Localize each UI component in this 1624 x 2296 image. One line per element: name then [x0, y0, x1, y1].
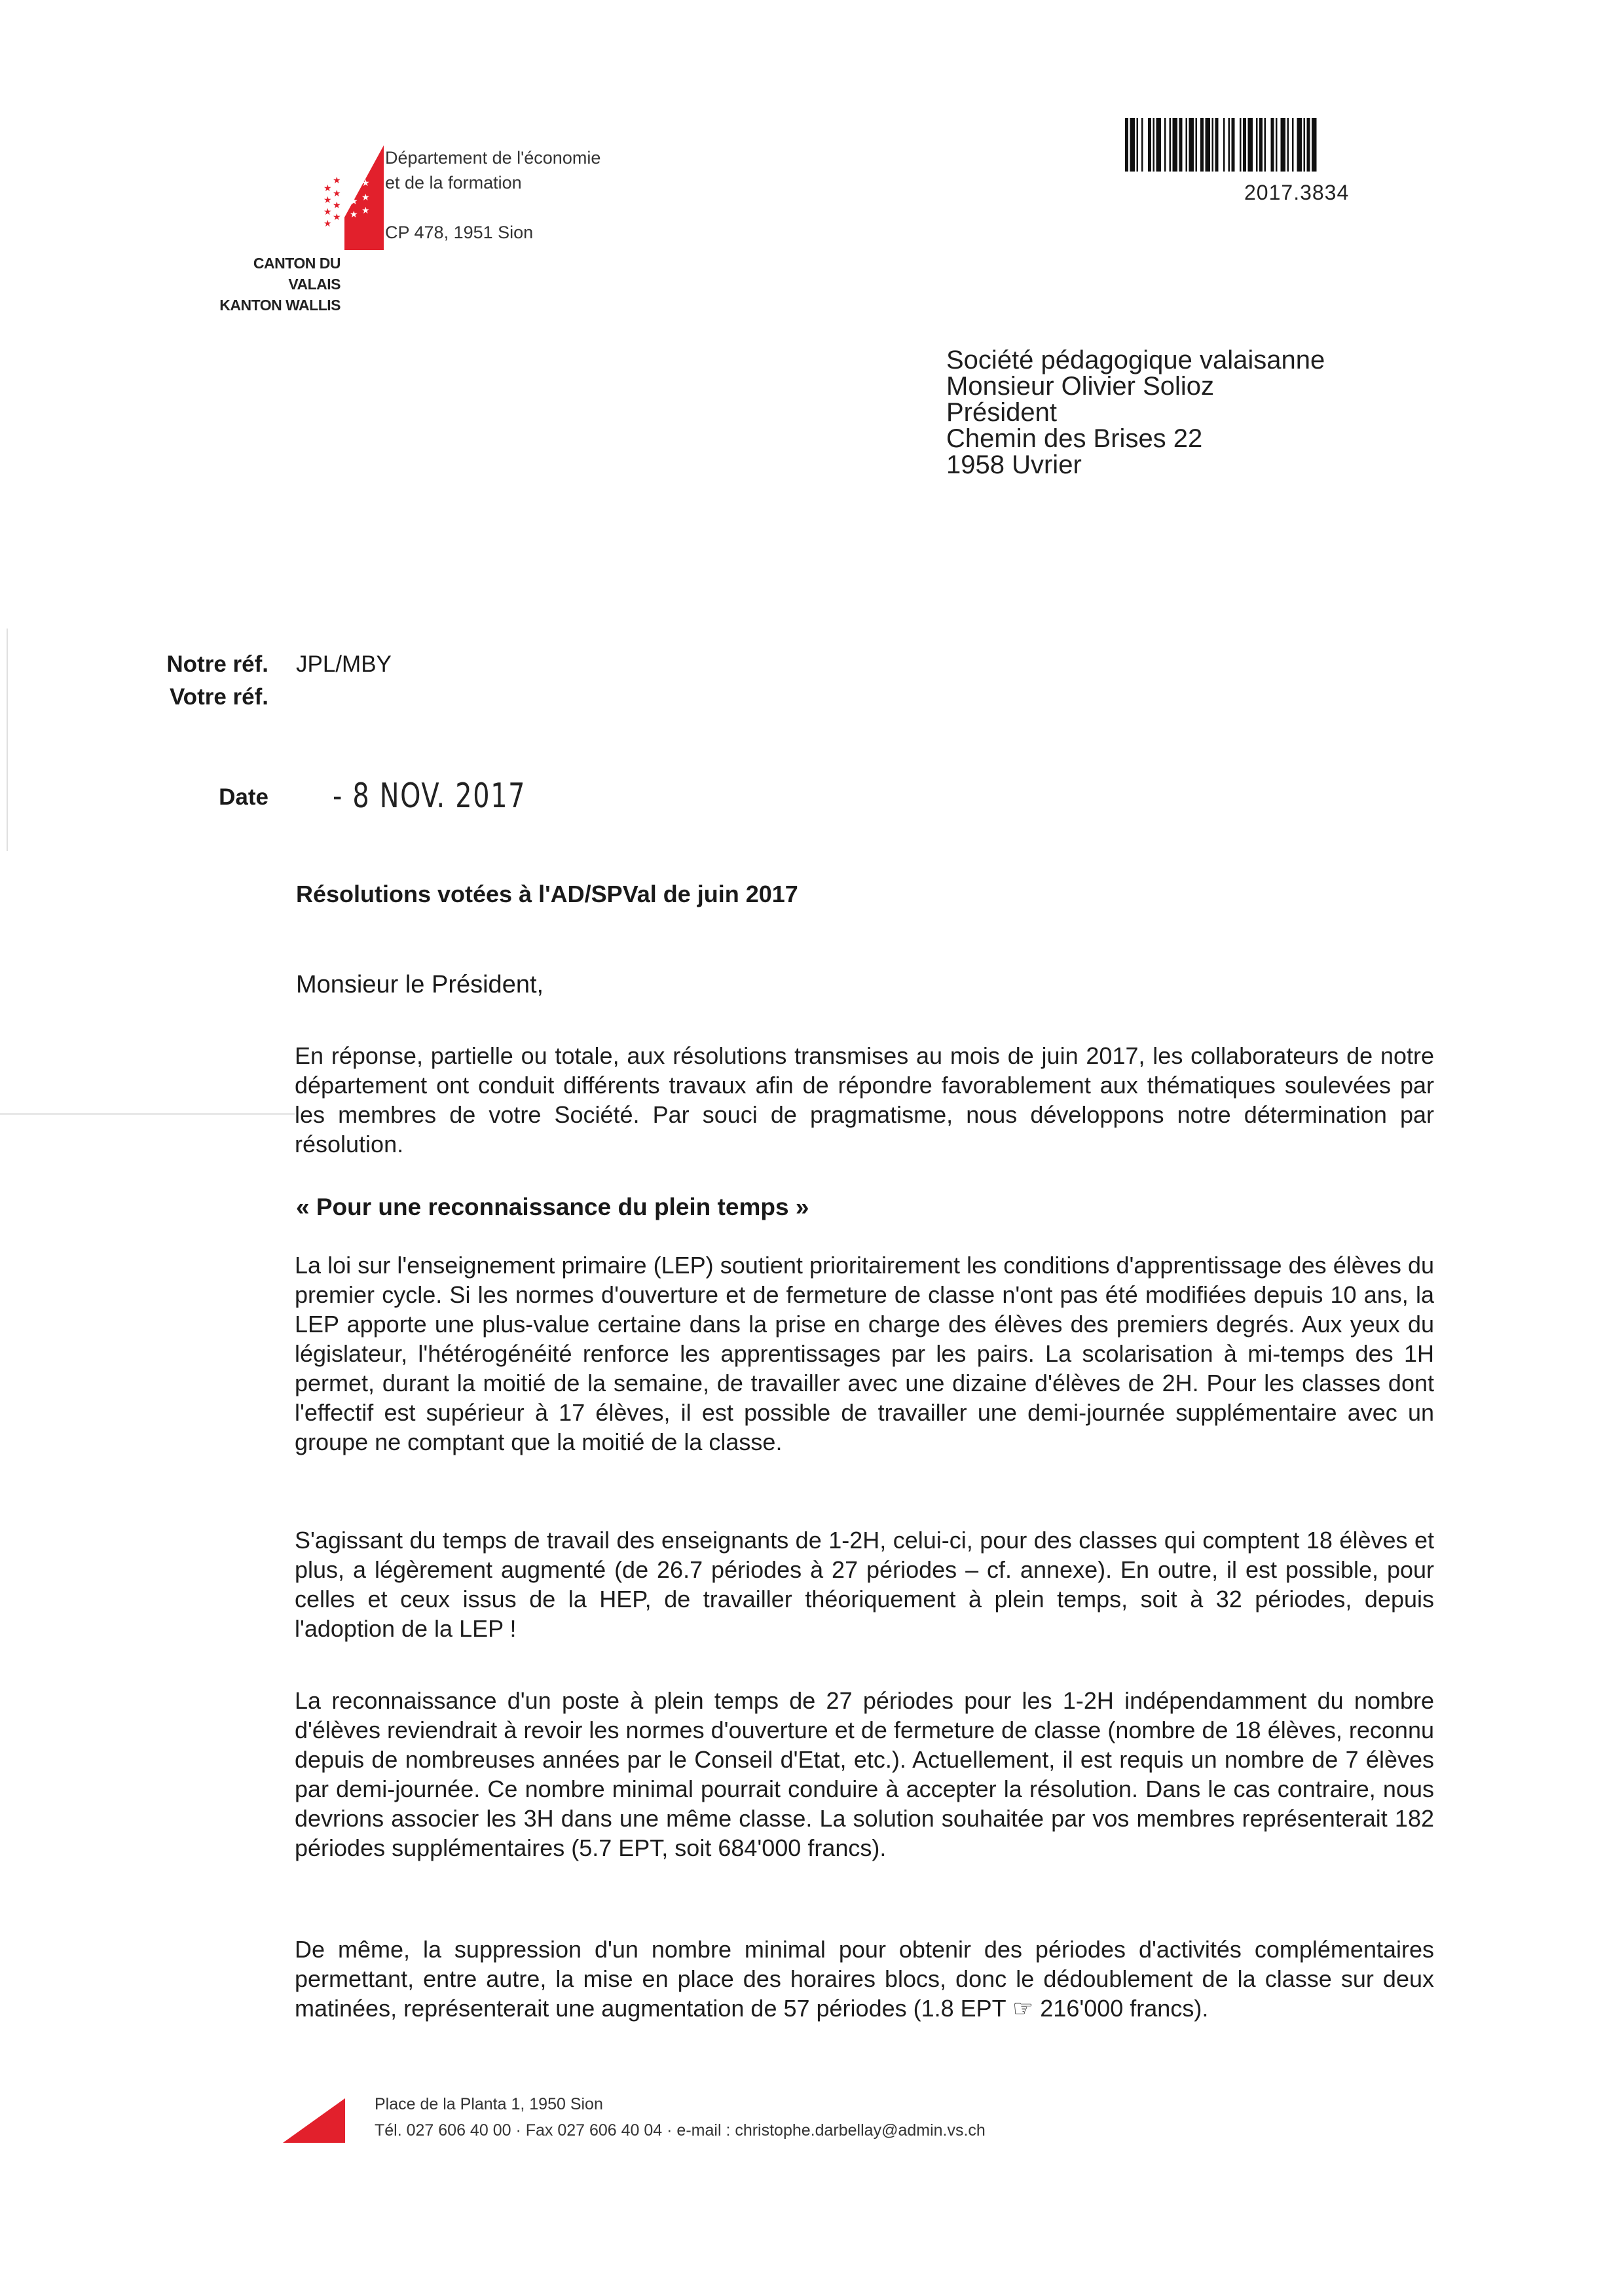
department-line-1: Département de l'économie: [385, 148, 601, 168]
letter-subject: Résolutions votées à l'AD/SPVal de juin 2017: [296, 881, 798, 907]
svg-text:★: ★: [323, 219, 332, 229]
recipient-address: [946, 347, 1325, 478]
body-paragraph: S'agissant du temps de travail des enseignants de 1-2H, celui-ci, pour des classes qui comptent 18 élèves et plus, a légèrement augmenté (de 26.7 périodes à 27 périodes – cf. annexe). En outre, il est possible, pour celles et ceux issus de la HEP, de travailler théoriquement à plein temps, soit à 32 périodes, depuis l'adoption de la LEP !: [295, 1527, 1434, 1642]
barcode: [1125, 118, 1456, 172]
your-reference-label: Votre réf.: [169, 684, 268, 710]
recipient-line: Société pédagogique valaisanne: [946, 346, 1325, 374]
section-title: « Pour une reconnaissance du plein temps »: [296, 1194, 809, 1220]
svg-text:★: ★: [333, 189, 341, 199]
department-name: [385, 145, 600, 195]
recipient-line: Monsieur Olivier Solioz: [946, 372, 1215, 401]
footer-address: [375, 2091, 986, 2143]
svg-text:★: ★: [361, 206, 370, 216]
body-paragraph: De même, la suppression d'un nombre minimal pour obtenir des périodes d'activités complémentaires permettant, entre autre, la mise en place des horaires blocs, donc le dédoublement de la classe sur deux matinées, représenterait une augmentation de 57 périodes (1.8 EPT ☞ 216'000 francs).: [295, 1936, 1434, 2022]
footer-logo-triangle: [283, 2098, 345, 2143]
recipient-line: Chemin des Brises 22: [946, 424, 1203, 453]
intro-paragraph: En réponse, partielle ou totale, aux résolutions transmises au mois de juin 2017, les collaborateurs de notre département ont conduit différents travaux afin de répondre favorablement aux thématiques soulevées par les membres de votre Société. Par souci de pragmatisme, nous développons notre détermination par résolution.: [295, 1042, 1434, 1157]
svg-text:★: ★: [333, 212, 341, 223]
footer-street: Place de la Planta 1, 1950 Sion: [375, 2095, 603, 2113]
svg-text:★: ★: [333, 200, 341, 211]
scan-artifact: [7, 629, 8, 851]
body-paragraph: La loi sur l'enseignement primaire (LEP) soutient prioritairement les conditions d'apprentissage des élèves du premier cycle. Si les normes d'ouverture et de fermeture de classe n'ont pas été modifiées depuis 10 ans, la LEP apporte une plus-value certaine dans la prise en charge des élèves des premiers degrés. Aux yeux du législateur, l'hétérogénéité renforce les apprentissages par les pairs. La scolarisation à mi-temps des 1H permet, durant la moitié de la semaine, de travailler avec une dizaine d'élèves de 2H. Pour les classes dont l'effectif est supérieur à 17 élèves, il est possible de travailler une demi-journée supplémentaire avec un groupe ne comptant que la moitié de la classe.: [295, 1252, 1434, 1455]
barcode-number: 2017.3834: [1244, 181, 1350, 204]
svg-text:★: ★: [323, 207, 332, 217]
canton-valais-flag-logo: [318, 145, 384, 250]
our-reference-value: JPL/MBY: [296, 651, 392, 677]
reference-labels: [151, 648, 268, 714]
date-stamp: - 8 NOV. 2017: [333, 776, 526, 816]
svg-text:★: ★: [333, 175, 341, 186]
scan-artifact: [0, 1113, 295, 1115]
recipient-line: Président: [946, 398, 1057, 427]
our-reference-label: Notre réf.: [166, 651, 268, 677]
department-line-2: et de la formation: [385, 173, 522, 192]
svg-text:★: ★: [323, 195, 332, 206]
footer-contact: Tél. 027 606 40 00 · Fax 027 606 40 04 · e-mail : christophe.darbellay@admin.vs.ch: [375, 2121, 986, 2140]
svg-text:★: ★: [350, 183, 358, 194]
canton-name-fr: CANTON DU VALAIS: [253, 255, 341, 293]
svg-text:★: ★: [361, 192, 370, 203]
canton-name: [216, 253, 341, 316]
date-label: Date: [219, 784, 268, 810]
svg-text:★: ★: [361, 178, 370, 189]
canton-name-de: KANTON WALLIS: [219, 297, 341, 314]
svg-text:★: ★: [323, 183, 332, 194]
svg-text:★: ★: [350, 210, 358, 220]
salutation: Monsieur le Président,: [296, 971, 544, 998]
body-paragraph: La reconnaissance d'un poste à plein temps de 27 périodes pour les 1-2H indépendamment du nombre d'élèves reviendrait à revoir les normes d'ouverture et de fermeture de classe (nombre de 18 élèves, reconnu depuis de nombreuses années par le Conseil d'Etat, etc.). Actuellement, il est requis un nombre de 7 élèves par demi-journée. Ce nombre minimal pourrait conduire à accepter la résolution. Dans le cas contraire, nous devrions associer les 3H dans une même classe. La solution souhaitée par vos membres représenterait 182 périodes supplémentaires (5.7 EPT, soit 684'000 francs).: [295, 1687, 1434, 1861]
department-postal: CP 478, 1951 Sion: [385, 223, 534, 242]
recipient-line: 1958 Uvrier: [946, 450, 1082, 479]
svg-text:★: ★: [350, 196, 358, 207]
